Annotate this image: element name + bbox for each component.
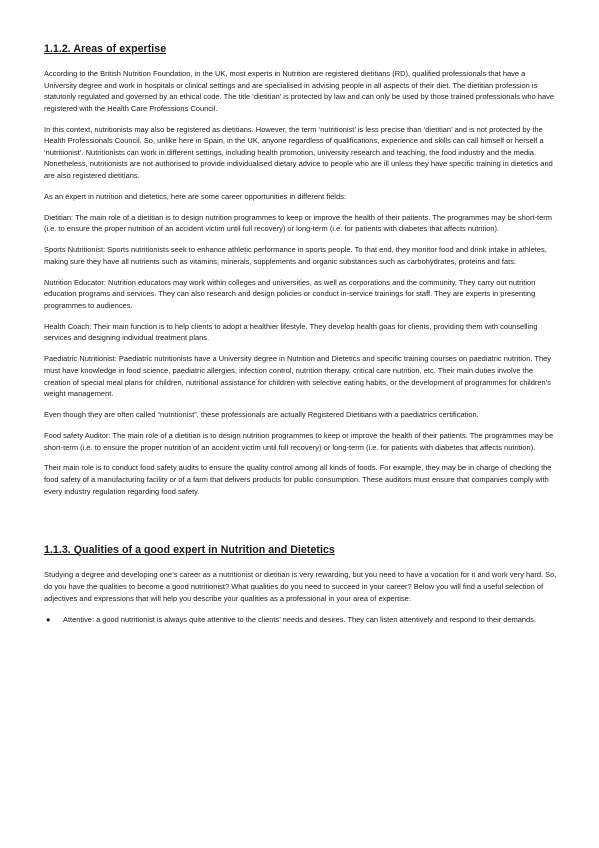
list-item-attentive [44, 614, 557, 626]
section-spacer [44, 506, 557, 522]
paragraph-dietitian: Dietitian: The main role of a dietitian is to design nutrition programmes to keep or improve the health of their patients. The programmes may be short-term (i.e. to ensure the proper nutrition of an accident victim until full recovery) or long-term (i.e. for patients with diabetes that affects nutrition). [44, 212, 552, 234]
paragraph-health-coach: Health Coach: Their main function is to help clients to adopt a healthier lifestyle. They develop health goas for clients, providing them with counselling services and designing individual treatment plans. [44, 321, 538, 343]
section-heading-areas-of-expertise: 1.1.2. Areas of expertise [44, 43, 167, 55]
paragraph-sports-nutritionist: Sports Nutritionist: Sports nutritionists seek to enhance athletic performance in sports people. To that end, they monitor food and drink intake in athletes, making sure they have all nutrients such as vitamins, minerals, supplements and organic substances such as carbohydrates, proteins and fats. [44, 245, 547, 266]
paragraph-qualities-intro: Studying a degree and developing one’s career as a nutritionist or dietitian is very rewarding, but you need to have a vocation for it and work very hard. So, do you have the qualities to become a good nutritionist? What qualities do you need to succeed in your career? Below you will find a useful selection of adjectives and expressions that will help you describe your qualities as a professional in your area of expertise: [44, 570, 557, 603]
paragraph-career-opportunities-intro: As an expert in nutrition and dietetics, here are some career opportunities in different fields: [44, 191, 346, 201]
paragraph-food-safety-audits: Their main role is to conduct food safety audits to ensure the quality control among all kinds of foods. For example, they may be in charge of checking the food safety of a manufacturing facility or of a farm that delivers products for public consumption. These auditors must ensure that companies comply with every industry regulation regarding food safety. [44, 463, 552, 496]
paragraph-nutritionists-registration: In this context, nutritionists may also be registered as dietitians. However, the term ‘nutritionist’ is less precise than ‘dietitian’ and is not protected by the Health Professionals Council. So, unlike here in Spain, in the UK, anyone regardless of qualifications, experience and skills can call himself or herself a ‘nutritionist’. Nutritionists can work in different settings, including health promotion, university research and teaching, the food industry and the media. Nonetheless, nutritionists are not authorised to provide individualised dietary advice to people who are ill unless they have specific training in dietetics and are also registered dietitians. [44, 124, 553, 181]
list-item-text: Attentive: a good nutritionist is always quite attentive to the clients’ needs and desires. They can listen attentively and respond to their demands. [63, 614, 536, 624]
section-heading-qualities: 1.1.3. Qualities of a good expert in Nutrition and Dietetics [44, 544, 335, 557]
paragraph-paediatric-certification: Even though they are often called “nutritionist”, these professionals are actually Registered Dietitians with a paediatrics certification. [44, 410, 479, 420]
paragraph-food-safety-auditor: Food safety Auditor: The main role of a dietitian is to design nutrition programmes to keep or improve the health of their patients. The programmes may be short-term (i.e. to ensure the proper nutrition of an accident victim until full recovery) or long-term (i.e. for patients with diabetes that affects nutrition). [44, 430, 554, 452]
qualities-list [44, 614, 557, 626]
paragraph-british-nutrition-foundation: According to the British Nutrition Foundation, in the UK, most experts in Nutrition are registered dietitians (RD), qualified professionals that have a University degree and work in hospitals or clinical settings and are specialised in advising people in all aspects of their diet. The dietitian profession is statutorily regulated and governed by an ethical code. The title ‘dietitian’ is protected by law and can only be used by those trained professionals who have registered with the Health Care Professions Council. [44, 69, 555, 113]
paragraph-paediatric-nutritionist: Paediatric Nutritionist: Paediatric nutritionists have a University degree in Nutrition and Dietetics and specific training courses on paediatric nutrition. They must have knowledge in food science, paediatric allergies, infection control, nutrition therapy, critical care nutrition, etc. Their main duties involve the creation of special meal plans for children, nutritional assistance for children with selective eating habits, or the development of programmes for children’s weight management. [44, 354, 552, 399]
paragraph-nutrition-educator: Nutrition Educator: Nutrition educators may work within colleges and universities, as well as corporations and the community. They carry out nutrition education programs and services. They can also research and design policies or conduct in-service trainings for staff. They are experts in presenting programmes to audiences. [44, 277, 536, 310]
bullet-dot-icon: ● [46, 614, 51, 624]
